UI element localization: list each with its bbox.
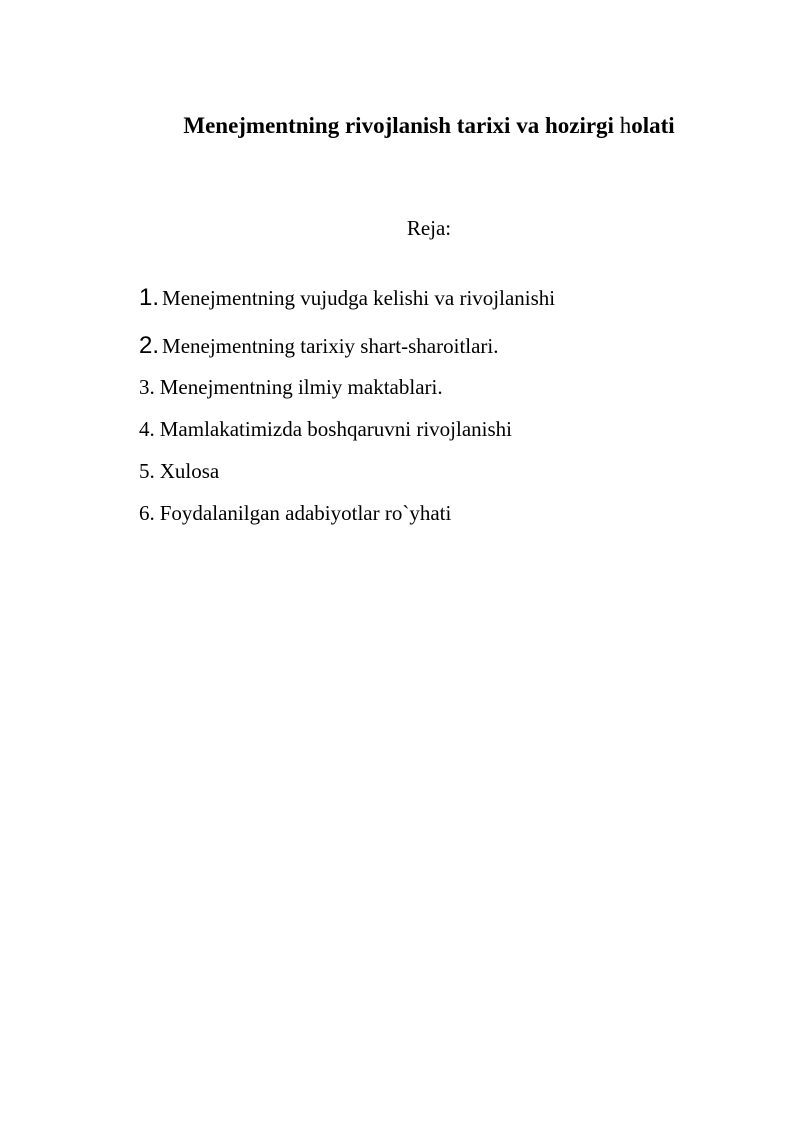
document-title [0,113,800,139]
list-item-text: Menejmentning vujudga kelishi va rivojlanishi [162,286,556,310]
plan-heading: Reja: [406,216,452,240]
list-item-number: 6. [139,501,155,525]
title-part-end: olati [631,113,675,138]
list-item [139,501,555,543]
list-item [139,375,555,417]
list-item-number: 4. [139,417,155,441]
list-item-number: 5. [139,459,155,483]
list-item-text: Foydalanilgan adabiyotlar ro`yhati [159,501,452,525]
list-item-text: Xulosa [159,459,220,483]
list-item-number: 2. [139,332,160,359]
list-item-text: Menejmentning tarixiy shart-sharoitlari. [162,334,499,358]
title-part-main: Menejmentning rivojlanish tarixi va hozirgi [183,113,620,138]
plan-list [139,284,555,543]
title-part-h: h [619,113,632,138]
list-item-number: 1. [139,284,160,311]
list-item-text: Mamlakatimizda boshqaruvni rivojlanishi [159,417,513,441]
list-item [139,417,555,459]
list-item [139,284,555,332]
list-item [139,332,555,375]
list-item-number: 3. [139,375,155,399]
list-item [139,459,555,501]
list-item-text: Menejmentning ilmiy maktablari. [159,375,443,399]
